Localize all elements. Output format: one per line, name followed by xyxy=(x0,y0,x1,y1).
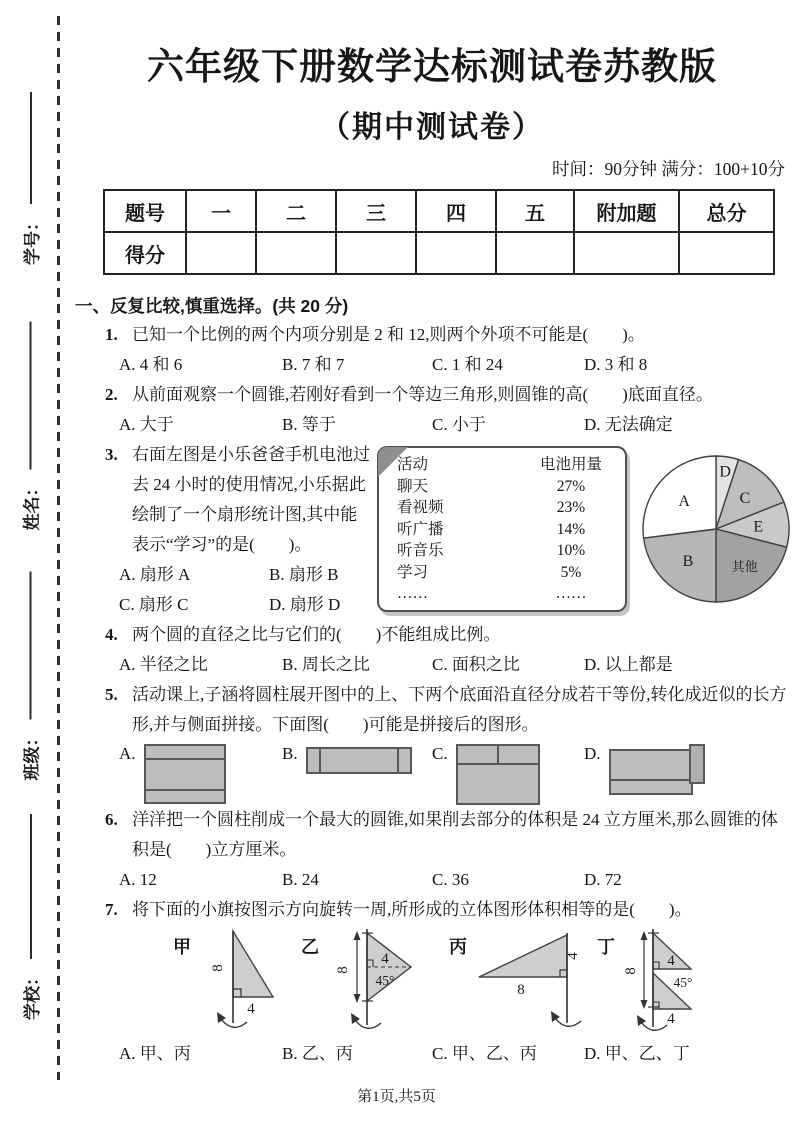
q4-option-b: B. 周长之比 xyxy=(282,655,370,674)
page-subtitle: （期中测试卷） xyxy=(320,111,544,144)
flag-jia xyxy=(173,927,287,1039)
question-1-number: 1. xyxy=(105,325,118,344)
flag-ding-bottom-base-label: 4 xyxy=(667,1011,675,1027)
q3-option-d: D. 扇形 D xyxy=(269,595,341,614)
header-total: 总分 xyxy=(679,190,774,232)
question-7-number: 7. xyxy=(105,900,118,919)
battery-usage: 23% xyxy=(556,499,586,516)
battery-row xyxy=(397,540,615,562)
battery-row xyxy=(397,562,615,584)
flag-yi-width-label: 4 xyxy=(381,951,389,967)
question-7-text: 将下面的小旗按图示方向旋转一周,所形成的立体图形体积相等的是( )。 xyxy=(132,900,692,919)
question-2-options xyxy=(119,410,789,440)
q1-option-b: B. 7 和 7 xyxy=(282,355,345,374)
question-7-flag-figures xyxy=(173,927,789,1039)
battery-usage: 14% xyxy=(556,520,586,538)
score-cell xyxy=(186,232,256,274)
q7-option-b: B. 乙、丙 xyxy=(282,1044,353,1063)
flag-bing-height-label: 4 xyxy=(565,952,581,960)
battery-table-header xyxy=(397,454,615,476)
header-question-number: 题号 xyxy=(104,190,186,232)
battery-activity: 学习 xyxy=(397,563,429,581)
flag-ding-figure xyxy=(615,927,721,1039)
name-blank-line xyxy=(29,322,31,470)
pie-slice-label: 其他 xyxy=(731,558,758,574)
flag-bing-figure xyxy=(467,927,593,1039)
flag-yi-label: 乙 xyxy=(301,937,319,957)
flag-ding xyxy=(597,927,721,1039)
q2-option-c: C. 小于 xyxy=(432,415,486,434)
battery-activity: 看视频 xyxy=(397,499,444,516)
question-5-figures xyxy=(119,744,789,805)
header-section-2: 二 xyxy=(256,190,336,232)
score-table-score-row xyxy=(104,232,774,274)
score-cell xyxy=(679,232,774,274)
header-bonus: 附加题 xyxy=(574,190,679,232)
battery-activity: 听广播 xyxy=(397,520,444,538)
flag-jia-figure xyxy=(191,927,287,1039)
flag-ding-angle-label: 45° xyxy=(673,975,693,990)
question-6-number: 6. xyxy=(105,810,118,829)
school-blank-line xyxy=(30,814,32,959)
question-1-options xyxy=(119,350,789,380)
q6-option-d: D. 72 xyxy=(584,870,622,889)
pie-slice-label: A xyxy=(678,493,690,510)
rectangle-figure-c xyxy=(456,744,540,805)
question-5-text: 活动课上,子涵将圆柱展开图中的上、下两个底面沿直径分成若干等份,转化成近似的长方形,并与侧面拼接。下面图( )可能是拼接后的图形。 xyxy=(132,685,787,734)
q7-option-c: C. 甲、乙、丙 xyxy=(432,1044,537,1063)
flag-jia-base-label: 4 xyxy=(247,1001,255,1017)
battery-activity: …… xyxy=(397,585,428,602)
time-score-info: 时间：90分钟 满分：100+10分 xyxy=(552,159,785,179)
pie-chart-svg xyxy=(637,450,793,608)
q5-figure-d-label: D. xyxy=(584,744,601,763)
margin-label-school xyxy=(18,805,43,1020)
score-cell xyxy=(574,232,679,274)
q5-figure-c-label: C. xyxy=(432,744,448,763)
battery-row xyxy=(397,476,615,498)
rectangle-figure-a xyxy=(144,744,226,804)
q1-option-c: C. 1 和 24 xyxy=(432,355,503,374)
q5-figure-a xyxy=(119,744,282,804)
header-section-5: 五 xyxy=(496,190,574,232)
q7-option-d: D. 甲、乙、丁 xyxy=(584,1044,690,1063)
question-5-number: 5. xyxy=(105,685,118,704)
rotation-arrow-icon xyxy=(355,1020,381,1028)
header-section-4: 四 xyxy=(416,190,496,232)
page-number: 第1页,共5页 xyxy=(357,1089,436,1105)
question-4-text: 两个圆的直径之比与它们的( )不能组成比例。 xyxy=(132,625,501,644)
flag-yi xyxy=(301,927,421,1039)
q3-option-c: C. 扇形 C xyxy=(119,595,189,614)
q1-option-a: A. 4 和 6 xyxy=(119,355,183,374)
class-blank-line xyxy=(29,572,31,720)
margin-label-student-id xyxy=(18,80,43,265)
battery-usage-card xyxy=(377,446,627,612)
margin-label-class xyxy=(18,561,43,781)
q7-option-a: A. 甲、丙 xyxy=(119,1044,191,1063)
q6-option-a: A. 12 xyxy=(119,870,157,889)
battery-activity: 聊天 xyxy=(397,477,429,495)
flag-ding-height-label: 8 xyxy=(623,967,639,975)
flag-yi-angle-label: 45° xyxy=(375,973,395,988)
flag-jia-height-label: 8 xyxy=(210,964,226,972)
score-cell xyxy=(496,232,574,274)
flag-bing-base-label: 8 xyxy=(517,982,525,998)
rectangle-figure-b xyxy=(306,747,412,774)
pie-slice-label: B xyxy=(682,552,694,570)
score-table xyxy=(103,189,775,275)
q6-option-b: B. 24 xyxy=(282,870,319,889)
battery-row xyxy=(397,519,615,541)
flag-bing xyxy=(449,927,593,1039)
q5-figure-a-label: A. xyxy=(119,744,136,763)
q4-option-a: A. 半径之比 xyxy=(119,655,208,674)
q4-option-d: D. 以上都是 xyxy=(584,655,673,674)
header-section-3: 三 xyxy=(336,190,416,232)
question-6-options xyxy=(119,865,789,895)
student-id-blank-line xyxy=(30,92,32,204)
header-section-1: 一 xyxy=(186,190,256,232)
rotation-arrow-icon xyxy=(221,1019,247,1027)
q5-figure-b-label: B. xyxy=(282,744,298,763)
q3-option-b: B. 扇形 B xyxy=(269,565,339,584)
question-7-options xyxy=(119,1039,789,1069)
flag-jia-label: 甲 xyxy=(173,937,191,957)
pie-slice-label: D xyxy=(719,463,731,481)
q4-option-c: C. 面积之比 xyxy=(432,655,520,674)
question-5 xyxy=(105,680,789,805)
q1-option-d: D. 3 和 8 xyxy=(584,355,648,374)
question-1 xyxy=(105,320,789,380)
score-cell xyxy=(416,232,496,274)
rotation-arrow-icon xyxy=(641,1022,667,1030)
pie-chart xyxy=(637,450,793,620)
question-3 xyxy=(105,440,789,620)
section-one-heading: 一、反复比较,慎重选择。(共 20 分) xyxy=(75,296,349,316)
class-label: 班级： xyxy=(22,729,42,781)
q6-option-c: C. 36 xyxy=(432,870,469,889)
question-6-text: 洋洋把一个圆柱削成一个最大的圆锥,如果削去部分的体积是 24 立方厘米,那么圆锥的体积是( )立方厘米。 xyxy=(132,810,778,859)
battery-header-activity: 活动 xyxy=(397,456,429,473)
flag-yi-height-label: 8 xyxy=(335,966,351,974)
score-cell xyxy=(256,232,336,274)
battery-activity: 听音乐 xyxy=(397,542,444,559)
flag-yi-figure xyxy=(319,927,421,1039)
margin-label-name xyxy=(18,311,43,531)
pie-slice-label: E xyxy=(753,518,764,536)
page-title: 六年级下册数学达标测试卷苏教版 xyxy=(147,47,717,88)
battery-usage: 27% xyxy=(556,477,586,495)
pie-slice-B xyxy=(644,529,716,602)
question-3-options xyxy=(119,560,373,620)
rectangle-figure-d xyxy=(609,744,709,802)
question-7 xyxy=(105,895,789,1069)
question-2-number: 2. xyxy=(105,385,118,404)
battery-usage: 5% xyxy=(560,563,582,581)
battery-usage: 10% xyxy=(556,542,586,559)
q2-option-b: B. 等于 xyxy=(282,415,336,434)
q5-figure-c xyxy=(432,744,584,805)
battery-row xyxy=(397,583,615,605)
score-table-header-row xyxy=(104,190,774,232)
q3-option-a: A. 扇形 A xyxy=(119,565,191,584)
student-id-label: 学号： xyxy=(23,214,42,265)
q5-figure-d xyxy=(584,744,789,802)
question-4 xyxy=(105,620,789,680)
school-label: 学校： xyxy=(23,969,42,1020)
flag-bing-label: 丙 xyxy=(449,937,467,957)
main-content xyxy=(75,0,789,1069)
question-4-number: 4. xyxy=(105,625,118,644)
binding-dashed-line xyxy=(57,16,60,1080)
question-1-text: 已知一个比例的两个内项分别是 2 和 12,则两个外项不可能是( )。 xyxy=(132,325,645,344)
question-2-text: 从前面观察一个圆锥,若刚好看到一个等边三角形,则圆锥的高( )底面直径。 xyxy=(132,385,713,404)
question-3-text: 右面左图是小乐爸爸手机电池过去 24 小时的使用情况,小乐据此绘制了一个扇形统计图,其中能表示“学习”的是( )。 xyxy=(132,445,370,554)
question-4-options xyxy=(119,650,789,680)
q5-figure-b xyxy=(282,744,432,774)
battery-header-usage: 电池用量 xyxy=(539,456,602,473)
score-row-label: 得分 xyxy=(104,232,186,274)
question-6 xyxy=(105,805,789,895)
q2-option-a: A. 大于 xyxy=(119,415,174,434)
q2-option-d: D. 无法确定 xyxy=(584,415,673,434)
flag-ding-top-base-label: 4 xyxy=(667,953,675,969)
rotation-arrow-icon xyxy=(555,1018,581,1026)
score-cell xyxy=(336,232,416,274)
question-2 xyxy=(105,380,789,440)
pie-slice-label: C xyxy=(739,490,751,508)
flag-ding-label: 丁 xyxy=(597,937,615,957)
battery-row xyxy=(397,497,615,519)
battery-usage: …… xyxy=(555,585,587,602)
question-3-number: 3. xyxy=(105,445,118,464)
name-label: 姓名： xyxy=(22,479,42,531)
